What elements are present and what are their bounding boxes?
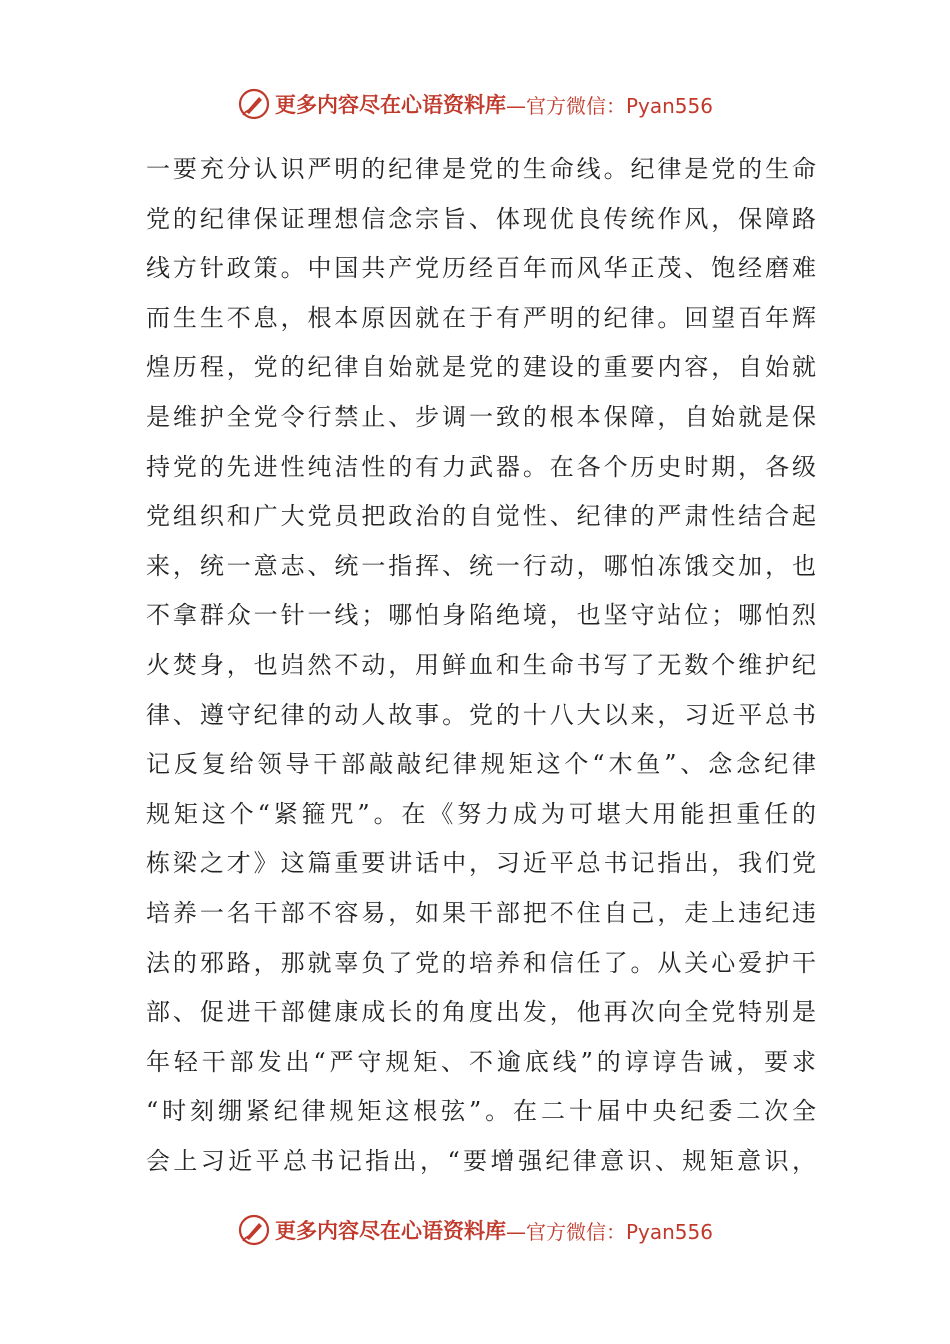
text-line: 栋梁之才》这篇重要讲话中，习近平总书记指出，我们党 xyxy=(146,849,816,878)
text-line: 是维护全党令行禁止、步调一致的根本保障，自始就是保 xyxy=(146,402,816,431)
header-watermark xyxy=(0,84,950,124)
text-line: 培养一名干部不容易，如果干部把不住自己，走上违纪违 xyxy=(146,898,816,927)
text-line: 持党的先进性纯洁性的有力武器。在各个历史时期，各级 xyxy=(146,452,816,481)
text-line: 党组织和广大党员把政治的自觉性、纪律的严肃性结合起 xyxy=(146,502,816,531)
text-line: 部、促进干部健康成长的角度出发，他再次向全党特别是 xyxy=(146,998,816,1027)
text-line: 律、遵守纪律的动人故事。党的十八大以来，习近平总书 xyxy=(146,700,816,729)
text-line: 会上习近平总书记指出，“要增强纪律意识、规矩意识， xyxy=(146,1146,816,1175)
pen-logo-icon xyxy=(237,1213,271,1247)
text-line: 线方针政策。中国共产党历经百年而风华正茂、饱经磨难 xyxy=(146,254,816,283)
text-line: 年轻干部发出“严守规矩、不逾底线”的谆谆告诫，要求 xyxy=(146,1047,816,1076)
text-line: 而生生不息，根本原因就在于有严明的纪律。回望百年辉 xyxy=(146,303,816,332)
text-line: 煌历程，党的纪律自始就是党的建设的重要内容，自始就 xyxy=(146,353,816,382)
footer-watermark xyxy=(0,1210,950,1250)
text-line: 不拿群众一针一线；哪怕身陷绝境，也坚守站位；哪怕烈 xyxy=(146,601,816,630)
header-contact-text: —官方微信：Pyan556 xyxy=(505,93,713,118)
text-line: 火焚身，也岿然不动，用鲜血和生命书写了无数个维护纪 xyxy=(146,650,816,679)
text-line: 记反复给领导干部敲敲纪律规矩这个“木鱼”、念念纪律 xyxy=(146,750,816,779)
pen-logo-icon xyxy=(237,87,271,121)
footer-contact-text: —官方微信：Pyan556 xyxy=(505,1219,713,1244)
text-line: 规矩这个“紧箍咒”。在《努力成为可堪大用能担重任的 xyxy=(146,799,816,828)
footer-brand-text: 更多内容尽在心语资料库 xyxy=(274,1218,506,1243)
text-line: 法的邪路，那就辜负了党的培养和信任了。从关心爱护干 xyxy=(146,948,816,977)
document-body xyxy=(146,145,816,1186)
text-line: 一要充分认识严明的纪律是党的生命线。纪律是党的生命 xyxy=(146,155,816,183)
header-brand-text: 更多内容尽在心语资料库 xyxy=(274,92,506,117)
text-line: 来，统一意志、统一指挥、统一行动，哪怕冻饿交加，也 xyxy=(146,551,816,580)
text-line: “时刻绷紧纪律规矩这根弦”。在二十届中央纪委二次全 xyxy=(146,1097,816,1126)
text-line: 党的纪律保证理想信念宗旨、体现优良传统作风，保障路 xyxy=(146,204,816,233)
